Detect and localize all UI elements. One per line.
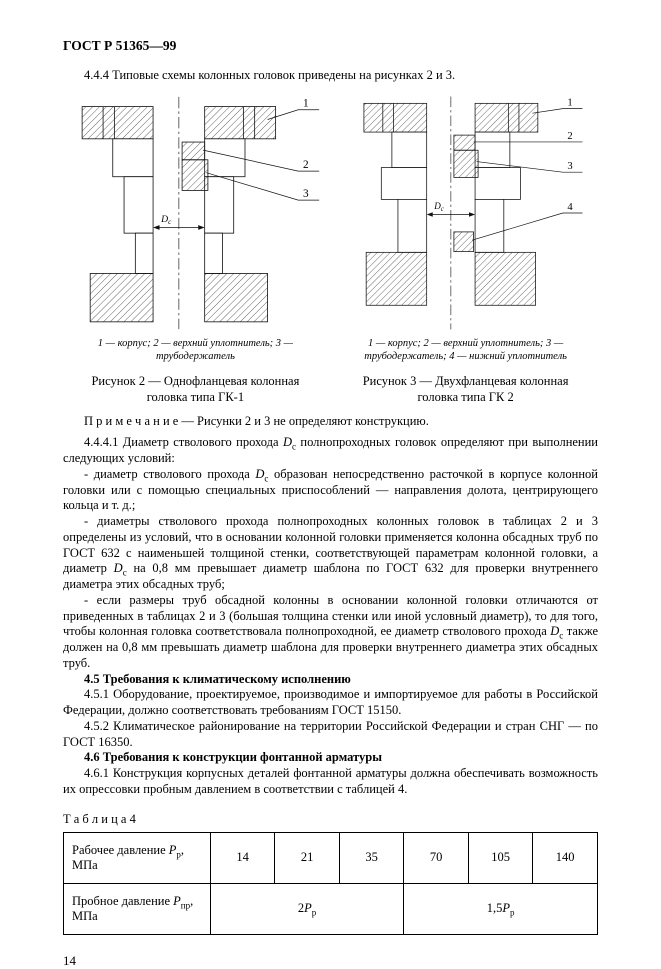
table-4-label: Т а б л и ц а 4 (63, 811, 136, 826)
figure-3-drawing (345, 92, 587, 334)
fig3-dc-label: $D_с$ (433, 200, 444, 213)
paragraph-4-4-4-1: 4.4.4.1 Диаметр стволового прохода $D_с$ полнопроходных головок определяют при выполнении следующих условий: (63, 435, 598, 466)
paragraph-4-5-1: 4.5.1 Оборудование, проектируемое, производимое и импортируемое для работы в Российской Федерации, должно соответствовать требованиям ГОСТ 15150. (63, 687, 598, 718)
fig2-callout-1: 1 (303, 97, 310, 110)
figure-2-legend: 1 — корпус; 2 — верхний уплотнитель; 3 — трубодержатель (97, 337, 294, 363)
fig3-upper-seal (453, 135, 474, 150)
fig3-callout-2: 2 (566, 130, 573, 142)
fig2-dc-label: $D_с$ (161, 213, 172, 226)
figure-2-drawing (66, 92, 324, 334)
note-paragraph: П р и м е ч а н и е — Рисунки 2 и 3 не определяют конструкцию. (84, 413, 429, 428)
bullet-bore-other-sizes: - если размеры труб обсадной колонны в основании колонной головки отличаются от приведенных в таблицах 2 и 3 (большая толщина стенки или иной условный диаметр), то для того, чтобы колонная головка соответствовала полнопроходной, ее диаметр стволового прохода $D_с$ также должен на 0,8 мм превышать диаметр шаблона для проверки внутреннего диаметра этих обсадных труб. (63, 592, 598, 670)
fig3-lower-seal (453, 232, 473, 252)
cell-test-pressure-high: $1,5P_р$ (404, 883, 598, 934)
figure-2 (63, 92, 328, 406)
cell-working-pressure-5: 105 (468, 832, 533, 883)
page-number: 14 (63, 952, 76, 968)
fig3-dimension-dc (426, 201, 474, 217)
bullet-bore-tables: - диаметры стволового прохода полнопроходных колонных головок в таблицах 2 и 3 определены из условий, что в основании колонной головки применяется колонна обсадных труб по ГОСТ 632 с наименьшей толщиной стенки, соответствующей параметрам колонной головки, а диаметр $D_с$ на 0,8 мм превышает диаметр шаблона по ГОСТ 632 для проверки внутреннего диаметра этих обсадных труб; (63, 514, 598, 592)
paragraph-4-6-1: 4.6.1 Конструкция корпусных деталей фонтанной арматуры должна обеспечивать возможность их опрессовки пробным давлением в соответствии с таблицей 4. (63, 766, 598, 796)
heading-4-6: 4.6 Требования к конструкции фонтанной арматуры (84, 750, 382, 765)
figure-3-caption: Рисунок 3 — Двухфланцевая колонная головка типа ГК 2 (362, 374, 569, 405)
paragraph-4-4-4: 4.4.4 Типовые схемы колонных головок приведены на рисунках 2 и 3. (84, 68, 456, 82)
cell-working-pressure-6: 140 (533, 832, 598, 883)
cell-working-pressure-2: 21 (275, 832, 340, 883)
heading-4-5: 4.5 Требования к климатическому исполнению (84, 671, 351, 686)
row-header-test-pressure: Пробное давление $P_{пр}$, МПа (64, 883, 211, 934)
fig3-callout-3: 3 (566, 160, 573, 172)
fig2-tubing-hanger (183, 160, 209, 191)
figure-3-legend: 1 — корпус; 2 — верхний уплотнитель; 3 — трубодержатель; 4 — нижний уплотнитель (364, 337, 567, 363)
cell-working-pressure-4: 70 (404, 832, 469, 883)
table-row-working-pressure (64, 832, 598, 883)
bullet-bore-machined: - диаметр стволового прохода $D_с$ образован непосредственно расточкой в корпусе колонной головки или с помощью специальных приспособлений — направления долота, центрирующего кольца и т. д.; (63, 466, 598, 513)
figures-row (63, 92, 598, 406)
fig3-callout-4: 4 (566, 201, 573, 213)
row-header-working-pressure: Рабочее давление $P_р$, МПа (64, 832, 211, 883)
table-row-test-pressure (64, 883, 598, 934)
doc-standard-number: ГОСТ Р 51365—99 (63, 38, 177, 53)
fig3-callout-1: 1 (566, 97, 573, 109)
figure-3 (333, 92, 598, 406)
cell-working-pressure-3: 35 (339, 832, 404, 883)
cell-test-pressure-low: $2P_р$ (210, 883, 404, 934)
fig2-upper-seal (183, 142, 206, 160)
fig3-tubing-hanger (453, 150, 477, 177)
figure-2-caption: Рисунок 2 — Однофланцевая колонная головка типа ГК-1 (91, 374, 300, 405)
fig2-callout-3: 3 (303, 187, 310, 200)
fig2-callout-2: 2 (303, 158, 310, 171)
table-4 (63, 832, 598, 935)
cell-working-pressure-1: 14 (210, 832, 275, 883)
paragraph-4-5-2: 4.5.2 Климатическое районирование на территории Российской Федерации и стран СНГ — по ГОСТ 16350. (63, 718, 598, 749)
